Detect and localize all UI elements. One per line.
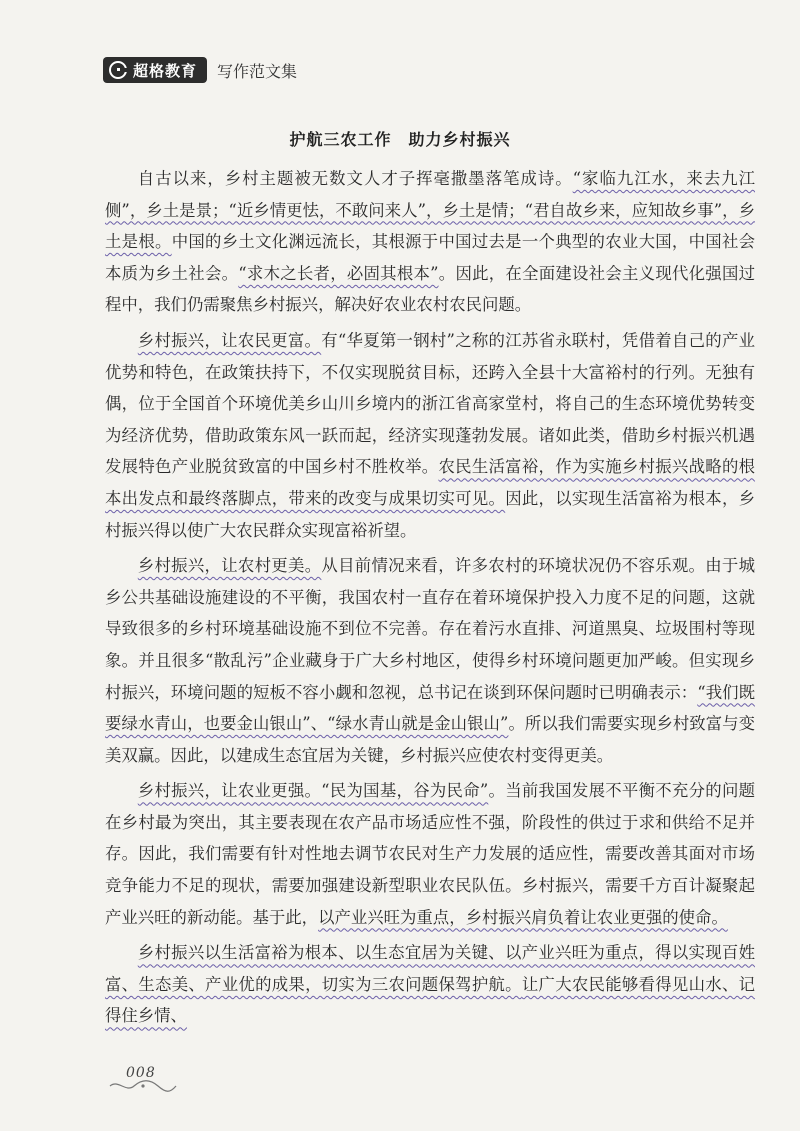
underlined-text: “家临九江水，来去九江侧”，乡土是景；“近乡情更怯，不敢问来人”，乡土是情；“君自故乡来，应知故乡事”，乡土是根。 xyxy=(105,169,755,252)
paragraph xyxy=(105,775,755,933)
brand-name: 超格教育 xyxy=(133,61,198,80)
paragraph xyxy=(105,325,755,546)
page-footer xyxy=(108,1065,178,1093)
section-title: 写作范文集 xyxy=(217,61,298,81)
underlined-text: 乡村振兴，让农民更富。 xyxy=(137,330,322,350)
underlined-text: 乡村振兴，让农业更强。“民为国基，谷为民命” xyxy=(137,781,489,801)
text-segment: 。因此，在全面建设社会主义现代化强国过程中，我们仍需聚焦乡村振兴，解决好农业农村农民问题。 xyxy=(105,263,756,315)
brand-logo-icon xyxy=(109,61,127,79)
text-segment: 从目前情况来看，许多农村的环境状况仍不容乐观。由于城乡公共基础设施建设的不平衡，我国农村一直存在着环境保护投入力度不足的问题，这就导致很多的乡村环境基础设施不到位不完善。存在着污水直排、河道黑臭、垃圾围村等现象。并且很多“散乱污”企业藏身于广大乡村地区，使得乡村环境问题更加严峻。但实现乡村振兴，环境问题的短板不容小觑和忽视，总书记在谈到环保问题时已明确表示： xyxy=(105,556,756,702)
underlined-text: “我们既要绿水青山，也要金山银山”、“绿水青山就是金山银山” xyxy=(105,682,755,734)
page-header xyxy=(103,56,297,84)
page-number: 008 xyxy=(126,1065,156,1081)
brand-badge xyxy=(103,57,207,83)
text-segment: 自古以来，乡村主题被无数文人才子挥毫撒墨落笔成诗。 xyxy=(137,169,573,188)
essay-body xyxy=(105,163,755,1036)
underlined-text: 农民生活富裕，作为实施乡村振兴战略的根本出发点和最终落脚点，带来的改变与成果切实可见。 xyxy=(105,457,756,508)
paragraph xyxy=(105,550,755,771)
underlined-text: “求木之长者，必固其根本” xyxy=(238,263,439,283)
footer-ornament-icon xyxy=(108,1079,178,1093)
text-segment: 。当前我国发展不平衡不充分的问题在乡村最为突出，其主要表现在农产品市场适应性不强，阶段性的供过于求和供给不足并存。因此，我们需要有针对性地去调节农民对生产力发展的适应性，需要改善其面对市场竞争能力不足的现状，需要加强建设新型职业农民队伍。乡村振兴，需要千方百计凝聚起产业兴旺的新动能。基于此， xyxy=(105,781,756,927)
text-segment: 。所以我们需要实现乡村致富与变美双赢。因此，以建成生态宜居为关键，乡村振兴应使农村变得更美。 xyxy=(105,714,756,765)
paragraph xyxy=(105,937,755,1032)
essay-title: 护航三农工作 助力乡村振兴 xyxy=(289,130,511,149)
underlined-text: 乡村振兴，让农村更美。 xyxy=(137,556,322,576)
text-segment: 因此，以实现生活富裕为根本，乡村振兴得以使广大农民群众实现富裕祈望。 xyxy=(105,488,756,540)
underlined-text: 让广大农民能够看得见山水、记得住乡情、 xyxy=(105,974,756,1026)
text-segment: 有“华夏第一钢村”之称的江苏省永联村，凭借着自己的产业优势和特色，在政策扶持下，不仅实现脱贫目标，还跨入全县十大富裕村的行列。无独有偶，位于全国首个环境优美乡山川乡境内的浙江省高家堂村，将自己的生态环境优势转变为经济优势，借助政策东风一跃而起，经济实现蓬勃发展。诸如此类，借助乡村振兴机遇发展特色产业脱贫致富的中国乡村不胜枚举。 xyxy=(105,330,756,477)
underlined-text: 以产业兴旺为重点，乡村振兴肩负着让农业更强的使命。 xyxy=(318,907,728,927)
paragraph xyxy=(105,163,755,321)
text-segment: 中国的乡土文化渊远流长，其根源于中国过去是一个典型的农业大国，中国社会本质为乡土社会。 xyxy=(105,232,756,283)
underlined-text: 乡村振兴以生活富裕为根本、以生态宜居为关键、以产业兴旺为重点，得以实现百姓富、生态美、产业优的成果，切实为三农问题保驾护航。 xyxy=(105,943,755,994)
